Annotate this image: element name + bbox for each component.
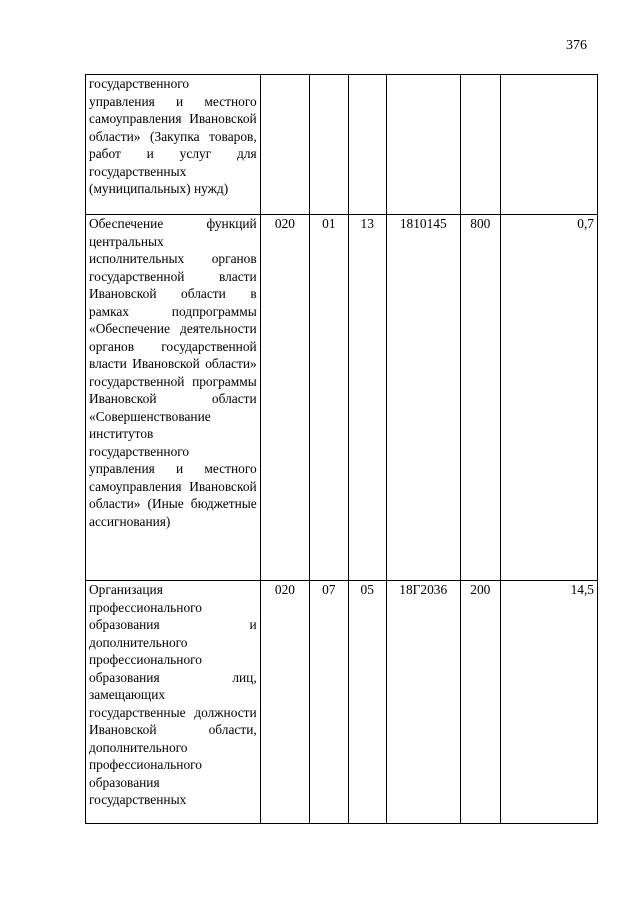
amount-value [501, 75, 598, 215]
section-code: 07 [310, 581, 348, 824]
expense-type-code: 200 [460, 581, 500, 824]
expense-type-code: 800 [460, 215, 500, 581]
table-row [86, 215, 598, 581]
section-code: 01 [310, 215, 348, 581]
table-row [86, 581, 598, 824]
ministry-code [260, 75, 309, 215]
page-number: 376 [566, 38, 587, 53]
target-article-code [386, 75, 460, 215]
target-article-code: 1810145 [386, 215, 460, 581]
ministry-code: 020 [260, 215, 309, 581]
subsection-code: 13 [348, 215, 386, 581]
row-description: Организация профессионального образования и дополнительного профессионального образования лиц, замещающих государственные должности Ивановской области, дополнительного профессионального образования государственных [86, 581, 261, 824]
budget-table [85, 74, 598, 824]
subsection-code: 05 [348, 581, 386, 824]
section-code [310, 75, 348, 215]
amount-value: 14,5 [501, 581, 598, 824]
target-article-code: 18Г2036 [386, 581, 460, 824]
row-description: Обеспечение функций центральных исполнительных органов государственной власти Ивановской области в рамках подпрограммы «Обеспечение деятельности органов государственной власти Ивановской области» государственной программы Ивановской области «Совершенствование институтов государственного управления и местного самоуправления Ивановской области» (Иные бюджетные ассигнования) [86, 215, 261, 581]
amount-value: 0,7 [501, 215, 598, 581]
table-row [86, 75, 598, 215]
expense-type-code [460, 75, 500, 215]
ministry-code: 020 [260, 581, 309, 824]
subsection-code [348, 75, 386, 215]
row-description: государственного управления и местного самоуправления Ивановской области» (Закупка товаров, работ и услуг для государственных (муниципальных) нужд) [86, 75, 261, 215]
